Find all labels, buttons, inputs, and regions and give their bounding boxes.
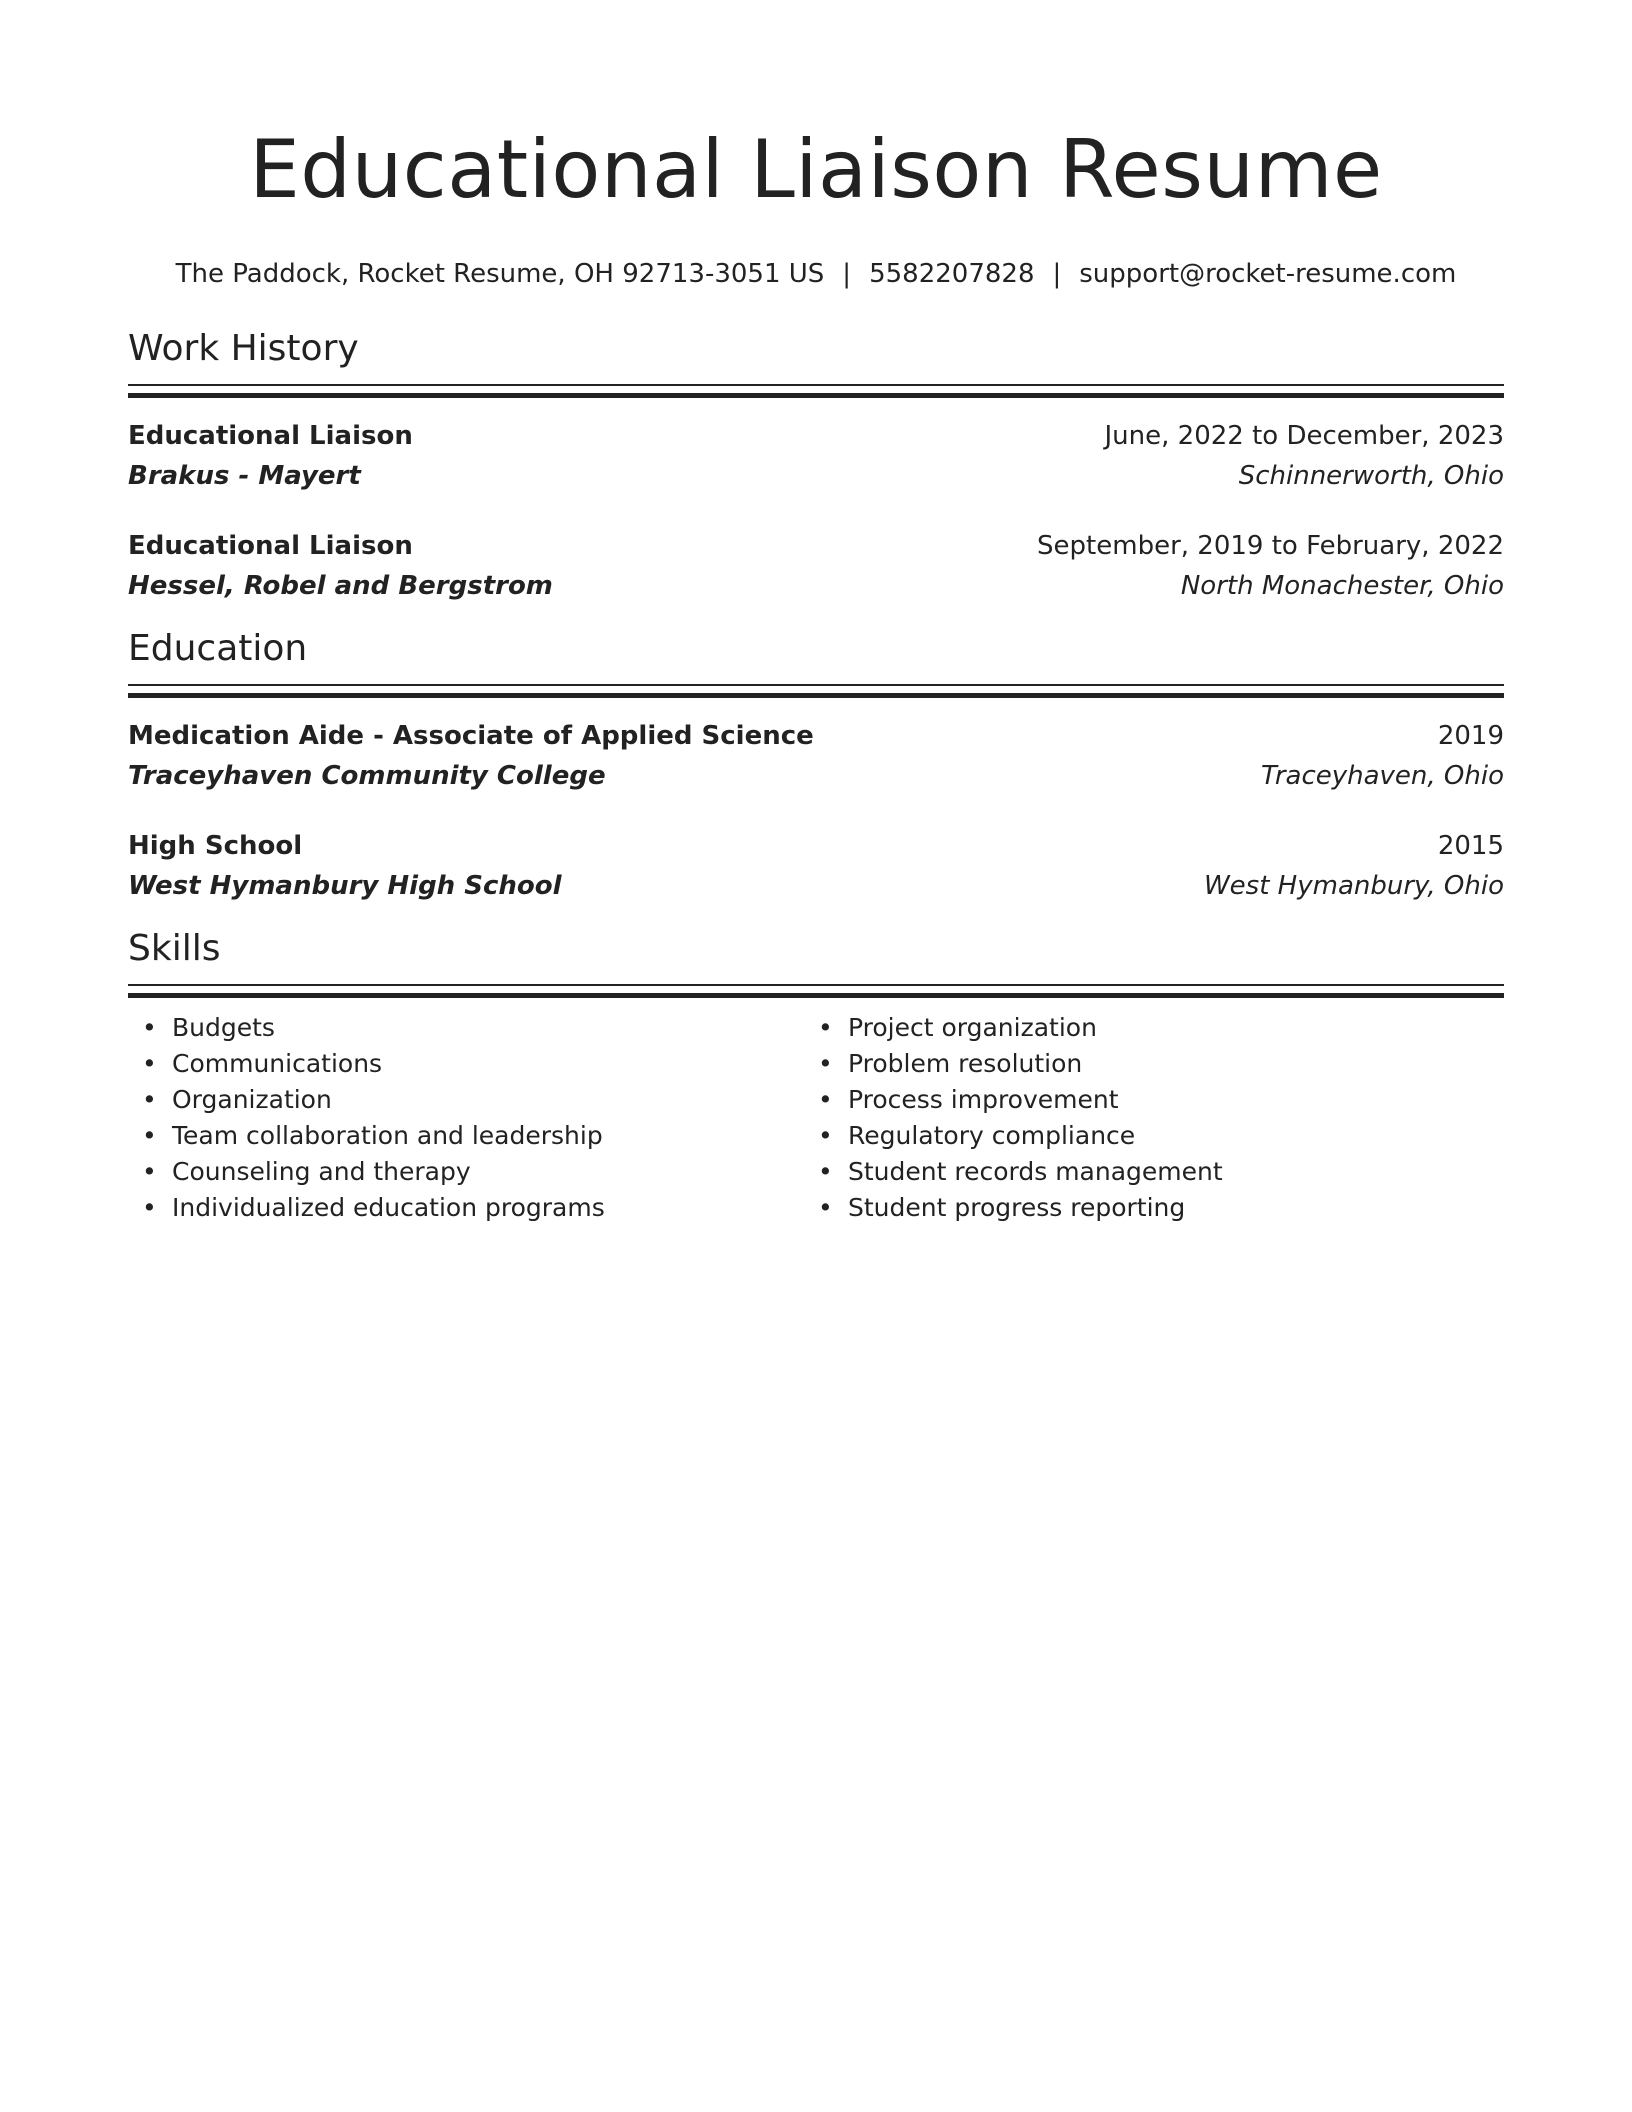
skill-item xyxy=(142,1010,804,1046)
skill-item xyxy=(142,1046,804,1082)
bullet-icon: • xyxy=(142,1013,157,1042)
skill-item xyxy=(818,1010,1480,1046)
job-company: Hessel, Robel and Bergstrom xyxy=(128,571,553,601)
skill-label: Project organization xyxy=(848,1013,1097,1042)
bullet-icon: • xyxy=(142,1049,157,1078)
skill-item xyxy=(142,1082,804,1118)
skill-item xyxy=(142,1154,804,1190)
skill-label: Regulatory compliance xyxy=(848,1121,1136,1150)
job-dates: June, 2022 to December, 2023 xyxy=(1104,421,1504,451)
section-divider xyxy=(128,384,1504,398)
contact-phone: 5582207828 xyxy=(869,259,1035,289)
job-location: Schinnerworth, Ohio xyxy=(1238,461,1504,491)
skill-label: Student progress reporting xyxy=(848,1193,1186,1222)
bullet-icon: • xyxy=(142,1157,157,1186)
skill-label: Counseling and therapy xyxy=(172,1157,471,1186)
skill-item xyxy=(142,1118,804,1154)
education-section xyxy=(128,626,1504,906)
skill-label: Problem resolution xyxy=(848,1049,1083,1078)
job-position: Educational Liaison xyxy=(128,421,413,451)
skill-label: Individualized education programs xyxy=(172,1193,605,1222)
skill-item xyxy=(818,1082,1480,1118)
skill-label: Budgets xyxy=(172,1013,275,1042)
job-company: Brakus - Mayert xyxy=(128,461,361,491)
bullet-icon: • xyxy=(142,1121,157,1150)
bullet-icon: • xyxy=(818,1157,833,1186)
contact-address: The Paddock, Rocket Resume, OH 92713-3051 US xyxy=(175,259,825,289)
section-title-work-history: Work History xyxy=(128,328,359,369)
skill-label: Team collaboration and leadership xyxy=(172,1121,603,1150)
section-divider xyxy=(128,984,1504,998)
education-degree: Medication Aide - Associate of Applied Science xyxy=(128,721,814,751)
bullet-icon: • xyxy=(818,1013,833,1042)
bullet-icon: • xyxy=(142,1193,157,1222)
skill-label: Student records management xyxy=(848,1157,1223,1186)
skill-label: Organization xyxy=(172,1085,332,1114)
skills-list-left xyxy=(128,1010,804,1226)
education-school: Traceyhaven Community College xyxy=(128,761,606,791)
job-position: Educational Liaison xyxy=(128,531,413,561)
resume-page xyxy=(128,0,1504,1226)
education-year: 2019 xyxy=(1437,721,1504,751)
work-entry xyxy=(128,526,1504,606)
bullet-icon: • xyxy=(818,1121,833,1150)
skill-label: Process improvement xyxy=(848,1085,1119,1114)
bullet-icon: • xyxy=(818,1193,833,1222)
work-history-section xyxy=(128,326,1504,606)
bullet-icon: • xyxy=(818,1085,833,1114)
contact-line xyxy=(128,256,1504,292)
skill-label: Communications xyxy=(172,1049,383,1078)
education-entry xyxy=(128,716,1504,796)
education-entry xyxy=(128,826,1504,906)
skill-item xyxy=(818,1118,1480,1154)
bullet-icon: • xyxy=(142,1085,157,1114)
education-location: West Hymanbury, Ohio xyxy=(1203,871,1504,901)
section-title-skills: Skills xyxy=(128,928,221,969)
education-degree: High School xyxy=(128,831,303,861)
skills-columns xyxy=(128,1010,1504,1226)
skill-item xyxy=(818,1154,1480,1190)
skill-item xyxy=(142,1190,804,1226)
education-school: West Hymanbury High School xyxy=(128,871,562,901)
skills-section xyxy=(128,926,1504,1226)
contact-email: support@rocket-resume.com xyxy=(1079,259,1457,289)
skill-item xyxy=(818,1190,1480,1226)
contact-separator: | xyxy=(1052,259,1062,289)
job-dates: September, 2019 to February, 2022 xyxy=(1037,531,1504,561)
education-location: Traceyhaven, Ohio xyxy=(1260,761,1504,791)
skills-list-right xyxy=(804,1010,1480,1226)
skill-item xyxy=(818,1046,1480,1082)
section-title-education: Education xyxy=(128,628,308,669)
bullet-icon: • xyxy=(818,1049,833,1078)
job-location: North Monachester, Ohio xyxy=(1180,571,1504,601)
work-entry xyxy=(128,416,1504,496)
contact-separator: | xyxy=(842,259,852,289)
page-title: Educational Liaison Resume xyxy=(249,123,1383,216)
section-divider xyxy=(128,684,1504,698)
education-year: 2015 xyxy=(1437,831,1504,861)
